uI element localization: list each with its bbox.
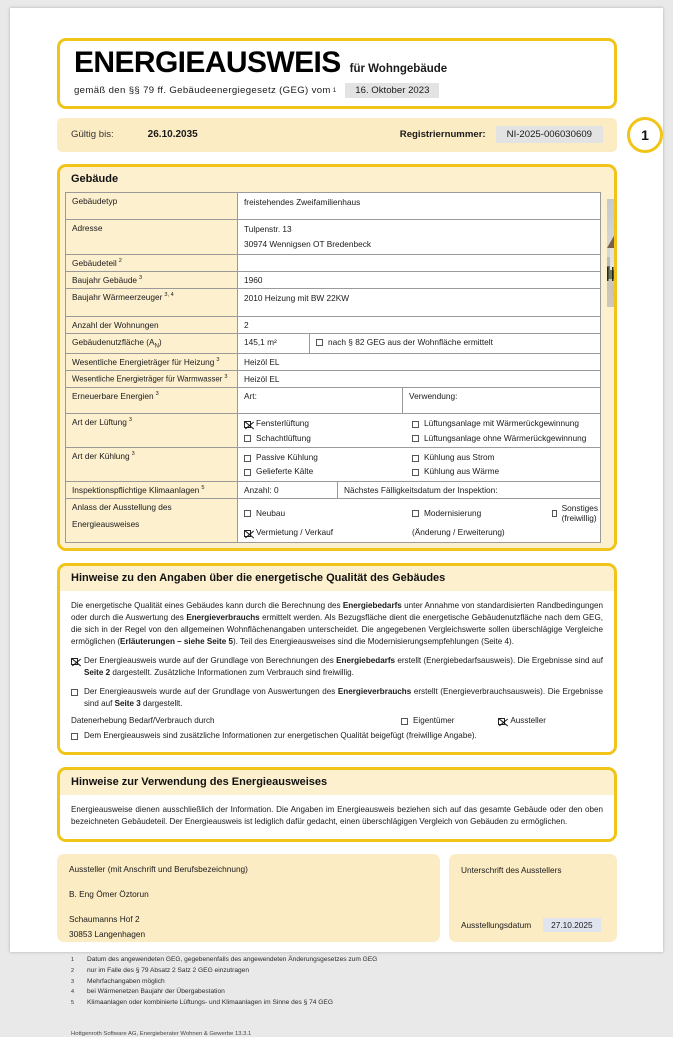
renewable-energy-label: Erneuerbare Energien $^3$	[66, 388, 238, 413]
page-subtitle: für Wohngebäude	[349, 62, 448, 75]
building-part-label: Gebäudeteil $^2$	[66, 255, 238, 271]
table-row	[66, 220, 600, 255]
reason-option-modernization[interactable]: Modernisierung	[412, 501, 552, 526]
footnote-item: 3 Mehrfachangaben möglich	[71, 977, 165, 985]
usage-notes-title: Hinweise zur Verwendung des Energieausweises	[71, 775, 328, 788]
ventilation-option-shaft[interactable]: Schachtlüftung	[244, 431, 412, 445]
geg-date-value: 16. Oktober 2023	[345, 83, 439, 98]
ventilation-option-without-recovery[interactable]: Lüftungsanlage ohne Wärmerückgewinnung	[412, 431, 600, 445]
table-row	[66, 388, 600, 414]
table-row	[66, 289, 600, 317]
cooling-option-delivered[interactable]: Gelieferte Kälte	[244, 464, 412, 478]
footnotes-list	[57, 955, 617, 1036]
building-section-title: Gebäude	[71, 172, 119, 185]
table-row	[66, 499, 600, 542]
ventilation-option-with-recovery[interactable]: Lüftungsanlage mit Wärmerückgewinnung	[412, 416, 600, 430]
address-line-1: Tulpenstr. 13	[244, 223, 292, 234]
footnote-item: 5 Klimaanlagen oder kombinierte Lüftungs- und Klimaanlagen im Sinne des § 74 GEG	[71, 998, 333, 1006]
building-type-value: freistehendes Zweifamilienhaus	[238, 193, 600, 219]
demand-certificate-checkbox[interactable]	[71, 658, 78, 665]
cooling-delivered-checkbox[interactable]	[244, 469, 251, 476]
reason-option-rent-sale[interactable]: Vermietung / Verkauf	[244, 525, 412, 539]
footnote-item: 4 bei Wärmenetzen Baujahr der Übergabestation	[71, 988, 225, 996]
data-collection-owner-option[interactable]: Eigentümer	[401, 716, 454, 725]
table-row	[66, 354, 600, 371]
legal-basis-footnote-marker: 1	[332, 86, 337, 94]
cooling-label: Art der Kühlung $^3$	[66, 448, 238, 481]
data-collection-issuer-checkbox[interactable]	[498, 718, 505, 725]
heater-year-label: Baujahr Wärmeerzeuger $^{3, 4}$	[66, 289, 238, 316]
ventilation-option-window[interactable]: Fensterlüftung	[244, 416, 412, 430]
reason-other-checkbox[interactable]	[552, 510, 557, 517]
usable-area-label: Gebäudenutzfläche $(A_N)$	[66, 334, 238, 353]
table-row	[66, 334, 600, 354]
issuer-title: Aussteller (mit Anschrift und Berufsbezeichnung)	[69, 864, 248, 875]
address-label: Adresse	[66, 220, 238, 254]
heating-carrier-value: Heizöl EL	[238, 354, 600, 370]
additional-info-checkbox[interactable]	[71, 733, 78, 740]
area-note-checkbox[interactable]	[316, 339, 323, 346]
reason-rent-sale-checkbox[interactable]	[244, 530, 251, 537]
units-count-label: Anzahl der Wohnungen	[66, 317, 238, 333]
signature-box	[449, 854, 617, 942]
water-carrier-value: Heizöl EL	[238, 371, 600, 387]
issue-reason-label-line2: Energieausweises	[72, 518, 140, 529]
valid-until-label: Gültig bis:	[71, 129, 114, 141]
renewable-use-field: Verwendung:	[403, 388, 600, 413]
usable-area-value: 145,1 m²	[238, 334, 310, 353]
valid-until-value: 26.10.2035	[147, 129, 198, 141]
issuer-city: 30853 Langenhagen	[69, 929, 146, 940]
table-row	[66, 448, 600, 482]
construction-year-label: Baujahr Gebäude $^3$	[66, 272, 238, 288]
demand-certificate-option[interactable]: Der Energieausweis wurde auf der Grundlage von Berechnungen des Energiebedarfs erstellt (Energiebedarfsausweis). Die Ergebnisse sind auf Seite 2 dargestellt. Zusätzliche Informationen zum Verbrauch sind freiwillig.	[71, 655, 603, 679]
cooling-passive-checkbox[interactable]	[244, 455, 251, 462]
issuer-details	[57, 854, 440, 942]
issuer-street: Schaumanns Hof 2	[69, 913, 140, 924]
additional-info-text: Dem Energieausweis sind zusätzliche Informationen zur energetischen Qualität beigefügt (freiwillige Angabe).	[84, 730, 477, 740]
aircon-count-value: Anzahl: 0	[238, 482, 338, 498]
registration-number-label: Registriernummer:	[399, 129, 486, 141]
construction-year-value: 1960	[238, 272, 600, 288]
issue-date-label: Ausstellungsdatum	[461, 920, 532, 931]
issue-reason-note: (Änderung / Erweiterung)	[412, 527, 505, 538]
additional-info-option[interactable]	[71, 730, 603, 743]
registration-number-value: NI-2025-006030609	[496, 126, 603, 143]
table-row	[66, 371, 600, 388]
cooling-option-passive[interactable]: Passive Kühlung	[244, 450, 412, 464]
building-type-label: Gebäudetyp	[66, 193, 238, 219]
table-row	[66, 317, 600, 334]
building-panel	[57, 164, 617, 551]
legal-basis-text: gemäß den §§ 79 ff. Gebäudeenergiegesetz (GEG) vom	[74, 84, 331, 96]
ventilation-without-recovery-checkbox[interactable]	[412, 435, 419, 442]
consumption-certificate-option[interactable]: Der Energieausweis wurde auf der Grundlage von Auswertungen des Energieverbrauchs erstellt (Energieverbrauchsausweis). Die Ergebnisse sind auf Seite 3 dargestellt.	[71, 686, 603, 710]
ventilation-label: Art der Lüftung $^3$	[66, 414, 238, 447]
signature-title: Unterschrift des Ausstellers	[461, 865, 562, 876]
cooling-option-electric[interactable]: Kühlung aus Strom	[412, 450, 600, 464]
ventilation-with-recovery-checkbox[interactable]	[412, 421, 419, 428]
ventilation-window-checkbox[interactable]	[244, 421, 251, 428]
document-page	[10, 8, 663, 1037]
table-row	[66, 255, 600, 272]
usage-notes-text: Energieausweise dienen ausschließlich der Information. Die Angaben im Energieausweis beziehen sich auf das gesamte Gebäude oder den oben bezeichneten Gebäudeteil. Der Energieausweis ist lediglich dafür gedacht, einen überschlägigen Vergleich von Gebäuden zu ermöglichen.	[71, 804, 603, 827]
page-number-badge: 1	[627, 117, 663, 153]
consumption-certificate-checkbox[interactable]	[71, 689, 78, 696]
software-credit: Hottgenroth Software AG, Energieberater Wohnen & Gewerbe 13.3.1	[71, 1030, 252, 1037]
page-title: ENERGIEAUSWEIS	[74, 46, 341, 79]
heater-year-value: 2010 Heizung mit BW 22KW	[238, 289, 600, 316]
water-carrier-label: Wesentliche Energieträger für Warmwasser $^3$	[66, 371, 238, 387]
table-row	[66, 414, 600, 448]
ventilation-shaft-checkbox[interactable]	[244, 435, 251, 442]
footnote-item: 2 nur im Falle des § 79 Absatz 2 Satz 2 GEG einzutragen	[71, 966, 250, 974]
address-line-2: 30974 Wennigsen OT Bredenbeck	[244, 239, 371, 250]
building-photo	[607, 199, 617, 307]
cooling-electric-checkbox[interactable]	[412, 455, 419, 462]
reason-newbuild-checkbox[interactable]	[244, 510, 251, 517]
cooling-heat-checkbox[interactable]	[412, 469, 419, 476]
issue-date-value: 27.10.2025	[543, 918, 601, 932]
quality-notes-title: Hinweise zu den Angaben über die energetische Qualität des Gebäudes	[71, 571, 446, 584]
heating-carrier-label: Wesentliche Energieträger für Heizung $^3$	[66, 354, 238, 370]
quality-notes-panel	[57, 563, 617, 755]
building-photo-cell	[601, 192, 617, 543]
table-row	[66, 482, 600, 499]
footnote-item: 1 Datum des angewendeten GEG, gegebenenfalls des angewendeten Änderungsgesetzes zum GEG	[71, 956, 378, 964]
data-collection-owner-checkbox[interactable]	[401, 718, 408, 725]
data-collection-row	[71, 716, 603, 725]
cooling-option-heat[interactable]: Kühlung aus Wärme	[412, 464, 600, 478]
validity-bar	[57, 118, 649, 152]
table-row	[66, 272, 600, 289]
data-collection-issuer-option[interactable]: Aussteller	[498, 716, 546, 725]
quality-intro-paragraph: Die energetische Qualität eines Gebäudes kann durch die Berechnung des Energiebedarfs unter Annahme von standardisierten Randbedingungen oder durch die Auswertung des Energieverbrauchs ermittelt werden. Als Bezugsfläche dient die energetische Gebäudenutzfläche nach dem GEG, die sich in der Regel von den allgemeinen Wohnflächenangaben unterscheidet. Die angegebenen Vergleichswerte sollen überschlägige Vergleiche ermöglichen (Erläuterungen – siehe Seite 5). Teil des Energieausweises sind die Modernisierungsempfehlungen (Seite 4).	[71, 600, 603, 647]
table-row	[66, 193, 600, 220]
title-box	[57, 38, 617, 109]
reason-option-newbuild[interactable]: Neubau	[244, 501, 412, 526]
issue-reason-label-line1: Anlass der Ausstellung des	[72, 501, 172, 512]
aircon-next-inspection-label: Nächstes Fälligkeitsdatum der Inspektion:	[338, 482, 600, 498]
units-count-value: 2	[238, 317, 600, 333]
usable-area-note: nach § 82 GEG aus der Wohnfläche ermittelt	[310, 334, 600, 353]
building-part-value	[238, 255, 600, 271]
data-collection-label: Datenerhebung Bedarf/Verbrauch durch	[71, 715, 215, 725]
reason-option-other[interactable]: Sonstiges (freiwillig)	[552, 501, 600, 526]
usage-notes-panel	[57, 767, 617, 842]
aircon-inspection-label: Inspektionspflichtige Klimaanlagen $^5$	[66, 482, 238, 498]
issuer-section	[57, 854, 617, 942]
reason-modernization-checkbox[interactable]	[412, 510, 419, 517]
issuer-name: B. Eng Ömer Öztorun	[69, 888, 149, 899]
renewable-type-field: Art:	[238, 388, 403, 413]
